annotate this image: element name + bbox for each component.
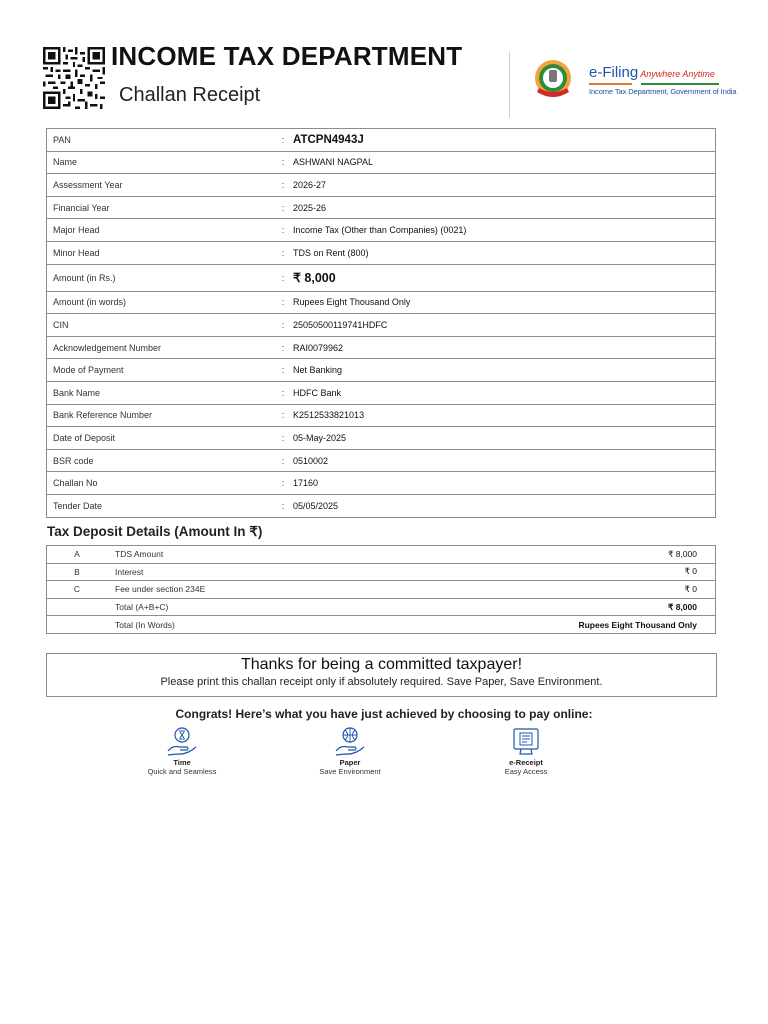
row-description: Total (A+B+C) xyxy=(107,598,321,616)
details-label: Minor Head xyxy=(47,241,280,264)
details-label: Amount (in words) xyxy=(47,291,280,314)
row-description: Fee under section 234E xyxy=(107,581,321,599)
details-row xyxy=(47,336,716,359)
page-title: Challan Receipt xyxy=(119,84,261,106)
details-row xyxy=(47,219,716,242)
details-value: ASHWANI NAGPAL xyxy=(287,151,716,174)
details-row xyxy=(47,174,716,197)
efiling-brand xyxy=(589,64,715,82)
colon-separator: : xyxy=(279,359,287,382)
benefit-subtitle: Easy Access xyxy=(504,767,548,776)
benefit-title: Paper xyxy=(339,758,361,767)
benefit-title: e-Receipt xyxy=(509,758,543,767)
row-description: Total (In Words) xyxy=(115,619,175,630)
table-row xyxy=(47,598,716,616)
details-value: 25050500119741HDFC xyxy=(287,314,716,337)
row-letter: C xyxy=(47,581,108,599)
details-row xyxy=(47,241,716,264)
details-value: K2512533821013 xyxy=(287,404,716,427)
colon-separator: : xyxy=(279,472,287,495)
details-value: TDS on Rent (800) xyxy=(287,241,716,264)
row-amount: ₹ 8,000 xyxy=(321,546,716,564)
row-description: TDS Amount xyxy=(107,546,321,564)
qr-code xyxy=(43,47,105,109)
receipt-icon xyxy=(509,727,543,757)
thanks-title: Thanks for being a committed taxpayer! xyxy=(240,656,523,673)
tax-deposit-title: Tax Deposit Details (Amount In ₹) xyxy=(47,524,263,539)
row-amount: ₹ 0 xyxy=(321,581,716,599)
details-value: Income Tax (Other than Companies) (0021) xyxy=(287,219,716,242)
details-label: Mode of Payment xyxy=(47,359,280,382)
colon-separator: : xyxy=(279,336,287,359)
details-value: 05/05/2025 xyxy=(293,500,339,511)
details-label: Name xyxy=(47,151,280,174)
details-row xyxy=(47,404,716,427)
efiling-brand-text: e-Filing xyxy=(589,64,639,81)
benefit-paper xyxy=(300,727,400,776)
details-row xyxy=(47,449,716,472)
details-label: BSR code xyxy=(47,449,280,472)
colon-separator: : xyxy=(279,404,287,427)
details-label: Tender Date xyxy=(53,500,103,511)
tax-deposit-table xyxy=(46,545,716,634)
details-row xyxy=(47,291,716,314)
details-label: Date of Deposit xyxy=(47,427,280,450)
details-value: 05-May-2025 xyxy=(287,427,716,450)
thanks-note: Please print this challan receipt only if absolutely required. Save Paper, Save Environment. xyxy=(160,676,603,688)
thanks-box xyxy=(46,653,717,697)
row-amount: ₹ 8,000 xyxy=(321,598,716,616)
details-row xyxy=(47,427,716,450)
colon-separator: : xyxy=(279,264,287,291)
details-label: CIN xyxy=(47,314,280,337)
table-row xyxy=(47,563,716,581)
details-value: 0510002 xyxy=(287,449,716,472)
details-row xyxy=(47,151,716,174)
header-divider xyxy=(509,52,510,118)
colon-separator: : xyxy=(279,219,287,242)
colon-separator: : xyxy=(281,500,285,511)
details-label: Amount (in Rs.) xyxy=(47,264,280,291)
benefit-subtitle: Quick and Seamless xyxy=(147,767,217,776)
benefit-title: Time xyxy=(173,758,191,767)
colon-separator: : xyxy=(279,241,287,264)
challan-details-table xyxy=(46,128,716,518)
row-letter: A xyxy=(47,546,108,564)
amount-value: ₹ 8,000 xyxy=(287,264,716,291)
details-label: PAN xyxy=(47,129,280,152)
row-amount: Rupees Eight Thousand Only xyxy=(578,619,697,630)
details-label: Assessment Year xyxy=(47,174,280,197)
row-amount: ₹ 0 xyxy=(321,563,716,581)
congrats-heading: Congrats! Here’s what you have just achieved by choosing to pay online: xyxy=(175,707,593,721)
row-description: Interest xyxy=(107,563,321,581)
colon-separator: : xyxy=(279,196,287,219)
colon-separator: : xyxy=(279,449,287,472)
colon-separator: : xyxy=(279,129,287,152)
benefit-time xyxy=(132,727,232,776)
table-row xyxy=(47,616,716,634)
colon-separator: : xyxy=(279,381,287,404)
details-label: Challan No xyxy=(47,472,280,495)
colon-separator: : xyxy=(279,174,287,197)
details-row xyxy=(47,196,716,219)
details-value: 2026-27 xyxy=(287,174,716,197)
clock-hand-icon xyxy=(165,727,199,757)
details-row xyxy=(47,494,716,517)
colon-separator: : xyxy=(279,151,287,174)
globe-hand-icon xyxy=(333,727,367,757)
details-label: Acknowledgement Number xyxy=(47,336,280,359)
efiling-underline xyxy=(589,83,719,85)
details-value: RAI0079962 xyxy=(287,336,716,359)
emblem-icon xyxy=(533,58,587,102)
benefit-ereceipt xyxy=(476,727,576,776)
efiling-subtitle: Income Tax Department, Government of India xyxy=(589,87,737,96)
details-label: Major Head xyxy=(47,219,280,242)
table-row xyxy=(47,546,716,564)
details-value: 2025-26 xyxy=(287,196,716,219)
details-value: Net Banking xyxy=(287,359,716,382)
details-row xyxy=(47,264,716,291)
details-label: Financial Year xyxy=(47,196,280,219)
row-letter xyxy=(47,598,108,616)
colon-separator: : xyxy=(279,314,287,337)
details-row xyxy=(47,472,716,495)
details-label: Bank Name xyxy=(47,381,280,404)
benefit-subtitle: Save Environment xyxy=(319,767,381,776)
details-row xyxy=(47,381,716,404)
row-letter: B xyxy=(47,563,108,581)
table-row xyxy=(47,581,716,599)
details-value: 17160 xyxy=(287,472,716,495)
details-label: Bank Reference Number xyxy=(47,404,280,427)
colon-separator: : xyxy=(279,291,287,314)
details-value: Rupees Eight Thousand Only xyxy=(287,291,716,314)
details-value: ATCPN4943J xyxy=(287,129,716,152)
colon-separator: : xyxy=(279,427,287,450)
row-letter xyxy=(47,616,108,634)
department-title: INCOME TAX DEPARTMENT xyxy=(111,41,463,71)
efiling-logo xyxy=(533,58,737,102)
efiling-tagline: Anywhere Anytime xyxy=(640,69,715,79)
details-value: HDFC Bank xyxy=(287,381,716,404)
details-row xyxy=(47,314,716,337)
details-row xyxy=(47,129,716,152)
details-row xyxy=(47,359,716,382)
